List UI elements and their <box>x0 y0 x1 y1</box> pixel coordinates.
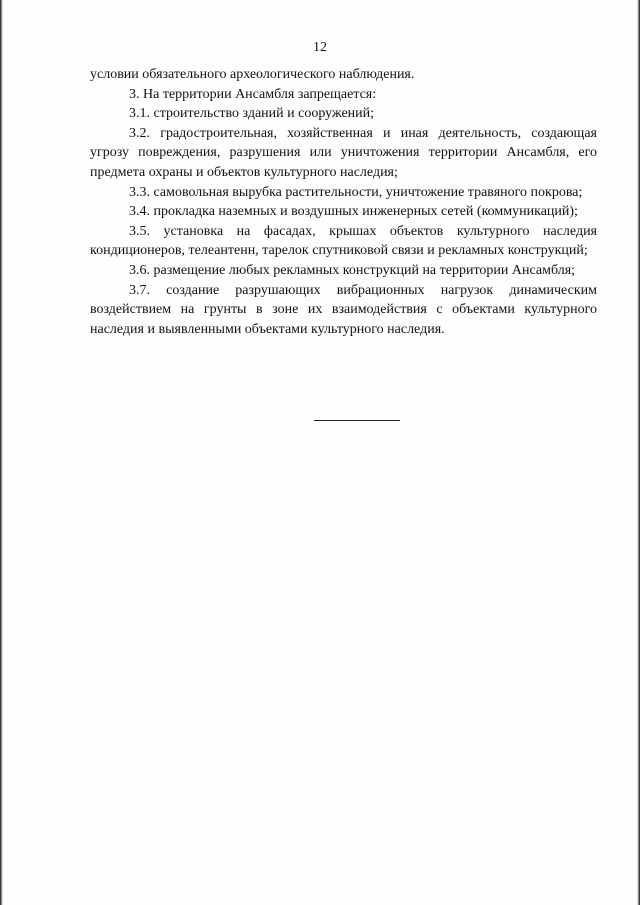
scan-edge-left <box>0 0 3 905</box>
paragraph-continuation: условии обязательного археологического наблюдения. <box>90 67 415 82</box>
page-number: 12 <box>313 40 327 55</box>
closing-rule <box>314 420 400 421</box>
paragraph-item-3-3: 3.3. самовольная вырубка растительности, уничтожение травяного покрова; <box>129 184 583 200</box>
paragraph-item-3-4: 3.4. прокладка наземных и воздушных инженерных сетей (коммуникаций); <box>129 204 578 220</box>
paragraph-item-3-5: 3.5. установка на фасадах, крышах объектов культурного наследия кондиционеров, телеантенн, тарелок спутниковой связи и рекламных конструкций; <box>90 223 597 259</box>
document-body <box>90 65 597 339</box>
paragraph-item-3-7: 3.7. создание разрушающих вибрационных нагрузок динамическим воздействием на грунты в зоне их взаимодействия с объектами культурного наследия и выявленными объектами культурного наследия. <box>90 282 597 337</box>
paragraph-item-3-6: 3.6. размещение любых рекламных конструкций на территории Ансамбля; <box>129 262 576 278</box>
paragraph-item-3: 3. На территории Ансамбля запрещается: <box>129 86 377 102</box>
paragraph-item-3-1: 3.1. строительство зданий и сооружений; <box>129 106 375 122</box>
paragraph-item-3-2: 3.2. градостроительная, хозяйственная и иная деятельность, создающая угрозу повреждения, разрушения или уничтожения территории Ансамбля, его предмета охраны и объектов культурного наследия; <box>90 125 597 180</box>
